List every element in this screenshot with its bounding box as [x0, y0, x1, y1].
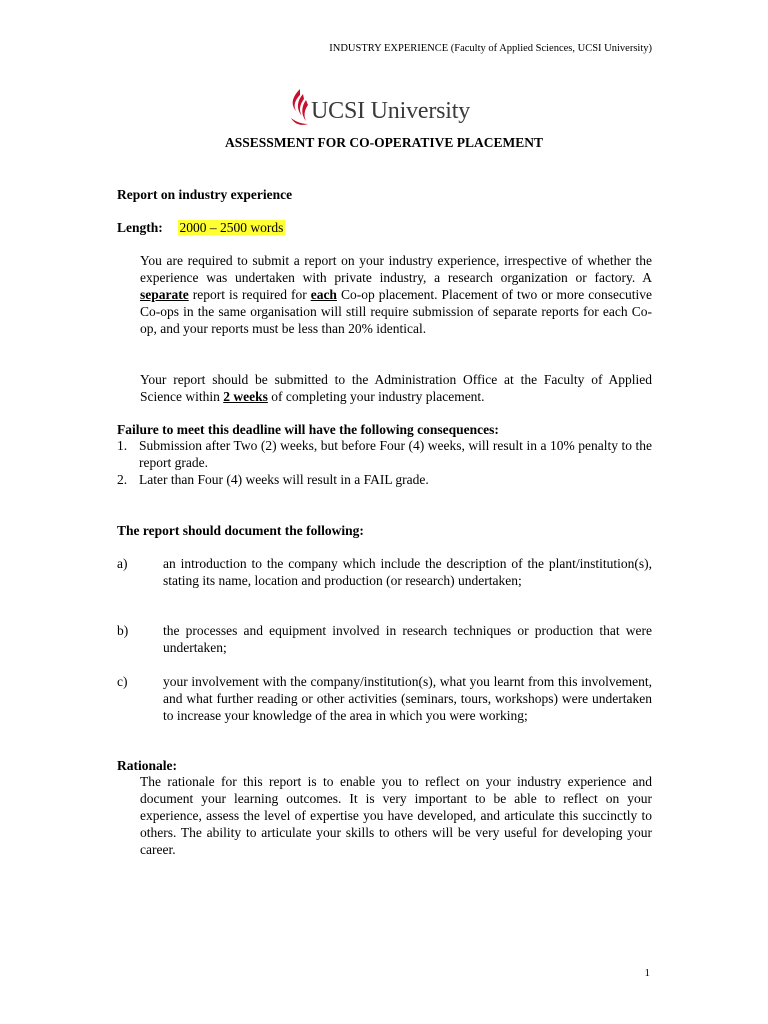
failure-heading: Failure to meet this deadline will have the following consequences:	[117, 422, 499, 437]
length-label: Length:	[117, 220, 163, 235]
consequence-text: Later than Four (4) weeks will result in a FAIL grade.	[139, 472, 429, 487]
document-title: ASSESSMENT FOR CO-OPERATIVE PLACEMENT	[225, 135, 543, 150]
item-label: c)	[117, 674, 128, 689]
logo-wordmark: UCSI University	[311, 98, 471, 124]
item-label: a)	[117, 556, 128, 571]
running-header: INDUSTRY EXPERIENCE (Faculty of Applied Sciences, UCSI University)	[329, 43, 652, 54]
length-row	[117, 219, 285, 236]
consequence-text: Submission after Two (2) weeks, but before Four (4) weeks, will result in a 10% penalty to the report grade.	[139, 438, 652, 470]
emphasis-each: each	[310, 287, 337, 302]
consequence-number: 1.	[117, 438, 128, 453]
item-label: b)	[117, 623, 129, 638]
para1-text-3: Co-op placement. Placement of two or more consecutive Co-ops in the same organisation will still require submission of separate reports for each Co-op, and your reports must be less than 20% identical.	[140, 287, 652, 336]
para1-text-1: You are required to submit a report on your industry experience, irrespective of whether the experience was undertaken with private industry, a research organization or factory. A	[140, 253, 652, 285]
document-heading: The report should document the following:	[117, 523, 364, 538]
document-item	[117, 555, 652, 606]
page-number: 1	[644, 967, 650, 979]
document-item	[117, 673, 652, 741]
rationale-heading: Rationale:	[117, 758, 177, 773]
flame-icon	[288, 88, 310, 128]
item-text: your involvement with the company/institution(s), what you learnt from this involvement, and what further reading or other activities (seminars, tours, workshops) were undertaken to increase your knowledge of the area in which you were working;	[163, 674, 652, 723]
university-logo	[288, 88, 488, 132]
para1-text-2: report is required for	[188, 287, 311, 302]
length-value: 2000 – 2500 words	[179, 220, 284, 235]
section-heading: Report on industry experience	[117, 187, 293, 202]
consequence-item	[117, 437, 652, 471]
requirements-paragraph	[140, 252, 652, 337]
emphasis-2-weeks: 2 weeks	[223, 389, 268, 404]
para2-text-2: of completing your industry placement.	[267, 389, 485, 404]
submission-paragraph	[140, 371, 652, 405]
rationale-paragraph: The rationale for this report is to enable you to reflect on your industry experience and document your learning outcomes. It is very important to be able to reflect on your experience, assess the level of expertise you have developed, and articulate this succinctly to others. The ability to articulate your skills to others will be very useful for developing your career.	[140, 774, 652, 857]
consequence-number: 2.	[117, 472, 128, 487]
document-item	[117, 622, 652, 656]
consequence-item	[117, 471, 652, 488]
item-text: the processes and equipment involved in research techniques or production that were undertaken;	[163, 623, 652, 655]
item-text: an introduction to the company which include the description of the plant/institution(s), stating its name, location and production (or research) undertaken;	[163, 556, 652, 588]
emphasis-separate: separate	[140, 287, 189, 302]
para2-text-1: Your report should be submitted to the Administration Office at the Faculty of Applied Science within	[140, 372, 652, 404]
